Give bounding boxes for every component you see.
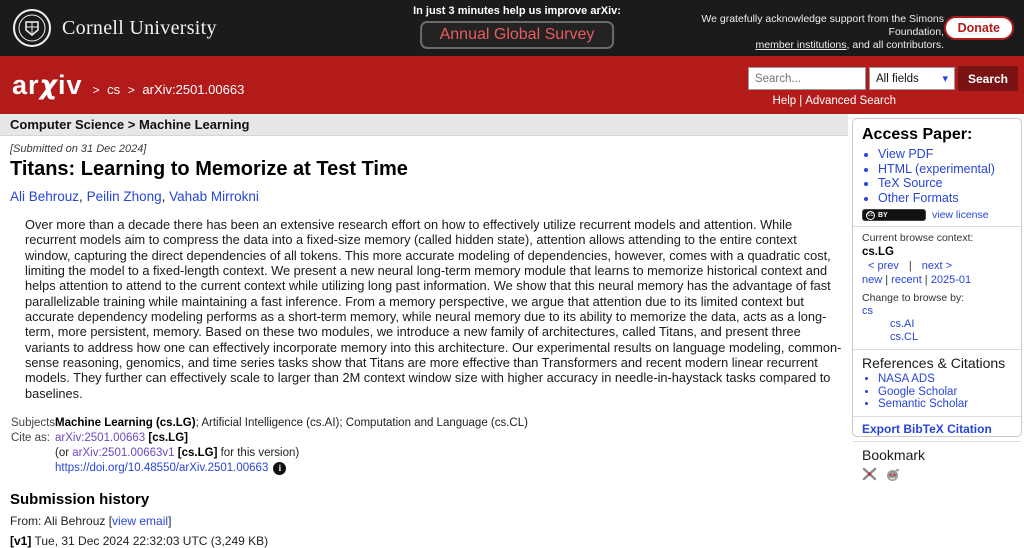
submitted-date: [Submitted on 31 Dec 2024] <box>10 143 147 155</box>
browse-cs-cl-link[interactable]: cs.CL <box>890 331 919 343</box>
primary-class: [cs.LG] <box>148 432 188 445</box>
cornell-seal-icon <box>12 8 52 48</box>
author-link[interactable]: Peilin Zhong , <box>87 189 170 204</box>
view-license-link[interactable]: view license <box>932 209 989 221</box>
reference-service-link[interactable]: • Google Scholar <box>878 386 1012 399</box>
breadcrumb-separator: > <box>127 83 135 97</box>
breadcrumb <box>12 70 244 101</box>
annual-global-survey-button[interactable]: Annual Global Survey <box>420 21 615 49</box>
reference-service-link[interactable]: • NASA ADS <box>878 373 1012 386</box>
access-paper-link[interactable]: • TeX Source <box>878 176 1012 191</box>
breadcrumb-separator: > <box>92 83 100 97</box>
version-class: [cs.LG] <box>177 447 218 460</box>
bookmark-heading: Bookmark <box>862 446 926 463</box>
search-input[interactable] <box>748 67 866 90</box>
cite-as-label: Cite as: <box>11 432 50 445</box>
version-suffix: for this version) <box>220 447 300 460</box>
browse-cs-link[interactable]: cs <box>862 305 873 317</box>
category-subheader <box>0 114 848 136</box>
divider <box>853 416 1021 417</box>
cornell-label: Cornell University <box>62 16 217 39</box>
divider <box>853 349 1021 350</box>
pipe-separator: | <box>799 95 803 107</box>
pipe-separator: | <box>908 260 912 272</box>
browse-context-label: Current browse context: <box>862 232 974 244</box>
version-prefix: (or <box>55 447 70 460</box>
search-button[interactable]: Search <box>958 66 1018 91</box>
browse-context-value: cs.LG <box>862 246 894 258</box>
search-scope-value: All fields <box>875 72 919 85</box>
access-paper-link[interactable]: • HTML (experimental) <box>878 162 1012 177</box>
listing-nav-link[interactable]: recent | <box>891 274 931 286</box>
category-breadcrumb: Computer Science > Machine Learning <box>10 117 250 132</box>
authors-line <box>10 189 848 204</box>
prev-next-nav <box>862 259 1012 273</box>
arxiv-logo[interactable]: arχiv <box>12 70 83 101</box>
subjects-row <box>11 416 848 431</box>
change-browse-label: Change to browse by: <box>862 292 965 304</box>
arxiv-chi-glyph: χ <box>39 70 58 101</box>
submitter-line: From: Ali Behrouz [view email] <box>10 514 172 529</box>
references-citations-heading: References & Citations <box>862 355 1006 371</box>
breadcrumb-cs-link[interactable]: cs <box>107 82 121 97</box>
submission-history-section <box>10 491 848 548</box>
browse-cs-ai-link[interactable]: cs.AI <box>890 318 915 330</box>
member-institutions-link[interactable]: member institutions <box>755 39 847 51</box>
doi-value <box>55 461 286 476</box>
version-history-line: [v1] Tue, 31 Dec 2024 22:32:03 UTC (3,249 KB) <box>10 534 269 548</box>
search-area <box>748 66 1018 91</box>
chevron-down-icon: ▾ <box>942 73 948 85</box>
version-tag: [v1] <box>10 534 32 548</box>
bibsonomy-icon[interactable] <box>862 466 878 482</box>
cite-as-row <box>11 431 848 446</box>
next-link[interactable]: next > <box>921 260 953 272</box>
help-link[interactable]: Help <box>772 95 797 107</box>
reddit-icon[interactable] <box>884 466 901 482</box>
support-line1: We gratefully acknowledge support from the Simons Foundation, <box>701 13 944 38</box>
cite-as-value <box>55 431 188 446</box>
help-links <box>773 95 896 107</box>
author-link[interactable]: Ali Behrouz , <box>10 189 87 204</box>
access-paper-link[interactable]: • Other Formats <box>878 191 1012 206</box>
author-link[interactable]: Vahab Mirrokni <box>169 189 259 204</box>
search-scope-select[interactable] <box>869 67 955 90</box>
access-paper-link[interactable]: • View PDF <box>878 147 1012 162</box>
top-banner <box>0 0 1024 56</box>
reference-service-link[interactable]: • Semantic Scholar <box>878 398 1012 411</box>
cornell-brand[interactable] <box>12 8 217 48</box>
cc-by-license-icon[interactable]: cc BY <box>862 209 926 221</box>
arxiv-version-link[interactable]: arXiv:2501.00663v1 <box>72 447 175 460</box>
access-paper-links <box>878 147 1012 205</box>
doi-row <box>11 461 848 476</box>
subjects-value: Machine Learning (cs.LG); Artificial Intelligence (cs.AI); Computation and Language (cs.CL) <box>55 417 528 430</box>
abstract-main-column <box>0 137 848 548</box>
advanced-search-link[interactable]: Advanced Search <box>805 95 896 107</box>
references-links <box>878 373 1012 411</box>
subjects-label: Subjects: <box>11 417 59 430</box>
breadcrumb-paper-id: arXiv:2501.00663 <box>142 82 245 97</box>
cite-version-value <box>55 446 299 461</box>
listing-nav <box>862 273 1012 287</box>
doi-link[interactable]: https://doi.org/10.48550/arXiv.2501.00663 <box>55 462 269 475</box>
abstract-text: Over more than a decade there has been an extensive research effort on how to effectively utilize recurrent models and attention. While recurrent models aim to compress the data into a fixed-size memory (called hidden state), attention allows attending to the entire context window, capturing the direct dependencies of all tokens. This more accurate modeling of dependencies, however, comes with a quadratic cost, limiting the model to a fixed-length context. We present a new neural long-term memory module that learns to memorize historical context and helps attention to attend to the current context while utilizing long past information. We show that this neural memory has the advantage of fast parallelizable training while maintaining a fast inference. From a memory perspective, we argue that attention due to its limited context but accurate dependency modeling performs as a short-term memory, while neural memory due to its ability to memorize the data, acts as a long-term, more persistent, memory. Based on these two modules, we introduce a new family of architectures, called Titans, and present three variants to address how one can effectively incorporate memory into this architecture. Our experimental results on language modeling, common-sense reasoning, genomics, and time series tasks show that Titans are more effective than Transformers and recent modern linear recurrent models. They further can effectively scale to larger than 2M context window size with higher accuracy in needle-in-haystack tasks compared to baselines. <box>25 217 842 401</box>
extra-services-sidebar <box>852 118 1022 463</box>
export-bibtex-link[interactable]: Export BibTeX Citation <box>862 421 992 436</box>
change-browse-cs <box>862 305 1012 318</box>
paper-metadata <box>11 416 848 476</box>
breadcrumb-trail <box>88 82 244 97</box>
cite-version-row <box>11 446 848 461</box>
bookmark-icons <box>862 466 1012 482</box>
change-browse-csai <box>862 318 1012 331</box>
survey-prompt: In just 3 minutes help us improve arXiv: <box>413 5 621 17</box>
support-line2: , and all contributors. <box>846 39 944 51</box>
view-email-link[interactable]: view email <box>112 514 169 529</box>
support-acknowledgement <box>684 13 944 52</box>
listing-nav-link[interactable]: 2025-01 <box>930 274 972 286</box>
license-row <box>862 209 1012 221</box>
access-paper-heading: Access Paper: <box>862 126 973 143</box>
listing-nav-link[interactable]: new | <box>862 274 891 286</box>
change-browse-cscl <box>862 331 1012 344</box>
divider <box>853 226 1021 227</box>
prev-link[interactable]: < prev <box>868 260 899 272</box>
survey-block <box>413 5 621 49</box>
divider <box>853 441 1021 442</box>
arxiv-header <box>0 56 1024 114</box>
donate-button[interactable]: Donate <box>944 16 1014 40</box>
arxiv-id-link[interactable]: arXiv:2501.00663 <box>55 432 146 445</box>
paper-title: Titans: Learning to Memorize at Test Time <box>10 158 408 180</box>
info-icon[interactable]: i <box>273 462 286 475</box>
submission-history-heading: Submission history <box>10 491 150 509</box>
